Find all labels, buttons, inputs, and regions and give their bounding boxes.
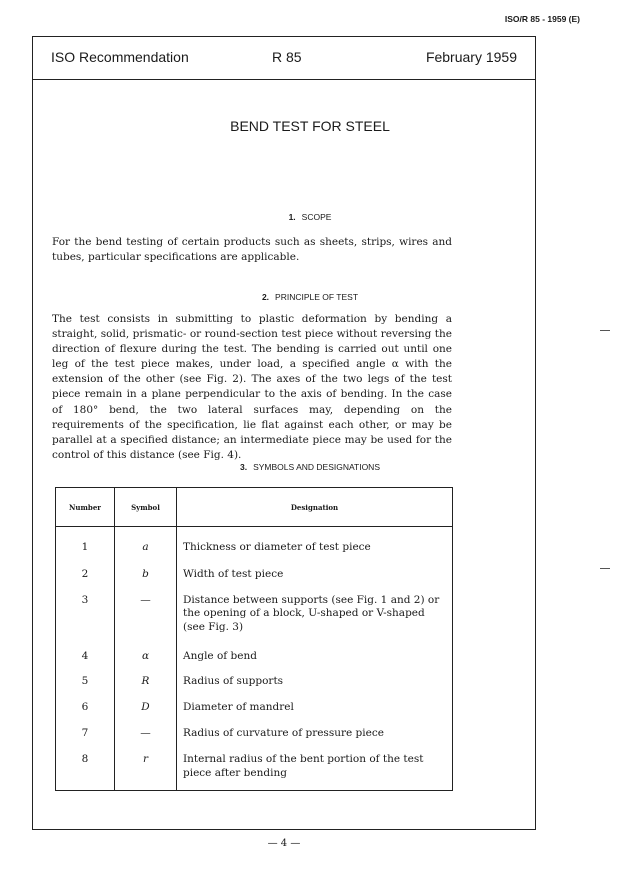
header-bar	[33, 37, 535, 80]
cell-symbol: —	[115, 590, 177, 646]
cell-number: 8	[56, 749, 115, 790]
cell-designation: Angle of bend	[177, 646, 453, 672]
paragraph: The test consists in submitting to plastic deformation by bending a straight, solid, prismatic- or round-section test piece without reversing the direction of flexure during the test. The bending is carried out until one leg of the test piece makes, under load, a specified angle α with the extension of the other (see Fig. 2). The axes of the two legs of the test piece remain in a plane perpendicular to the axis of bending. In the case of 180° bend, the two lateral surfaces may, depending on the requirements of the specification, lie flat against each other, or may be parallel at a specified distance; an intermediate piece may be used for the control of this distance (see Fig. 4).	[52, 313, 452, 461]
cell-number: 5	[56, 671, 115, 697]
cell-symbol: D	[115, 697, 177, 723]
cell-symbol: R	[115, 671, 177, 697]
table-row	[56, 590, 453, 646]
section-number: 1.	[288, 212, 296, 222]
cell-designation: Internal radius of the bent portion of the test piece after bending	[177, 749, 453, 790]
symbols-table	[55, 487, 453, 791]
cell-symbol: a	[115, 527, 177, 564]
cell-symbol: α	[115, 646, 177, 672]
document-title: BEND TEST FOR STEEL	[230, 118, 390, 134]
table-row	[56, 527, 453, 564]
table-row	[56, 564, 453, 590]
section-title: PRINCIPLE OF TEST	[275, 292, 359, 302]
principle-text	[52, 312, 452, 463]
paragraph: For the bend testing of certain products such as sheets, strips, wires and tubes, particular specifications are applicable.	[52, 236, 452, 264]
table-row	[56, 697, 453, 723]
cell-number: 3	[56, 590, 115, 646]
section-heading-scope	[0, 212, 620, 222]
table-header-row	[56, 488, 453, 527]
table-row	[56, 749, 453, 790]
table-row	[56, 723, 453, 749]
column-header-symbol: Symbol	[115, 488, 177, 527]
cell-designation: Width of test piece	[177, 564, 453, 590]
section-title: SYMBOLS AND DESIGNATIONS	[253, 462, 380, 472]
header-left: ISO Recommendation	[51, 49, 189, 65]
cell-designation: Radius of supports	[177, 671, 453, 697]
cell-number: 7	[56, 723, 115, 749]
scope-text	[52, 235, 452, 265]
table-row	[56, 671, 453, 697]
document-code: ISO/R 85 - 1959 (E)	[504, 14, 580, 24]
page-number: — 4 —	[267, 838, 301, 849]
cell-number: 6	[56, 697, 115, 723]
section-title: SCOPE	[301, 212, 332, 222]
section-number: 3.	[240, 462, 248, 472]
cell-designation: Distance between supports (see Fig. 1 and 2) or the opening of a block, U-shaped or V-shaped (see Fig. 3)	[177, 590, 453, 646]
cell-number: 1	[56, 527, 115, 564]
cell-symbol: b	[115, 564, 177, 590]
cell-number: 2	[56, 564, 115, 590]
margin-mark	[600, 330, 610, 331]
cell-symbol: r	[115, 749, 177, 790]
header-right: February 1959	[425, 49, 517, 65]
section-number: 2.	[261, 292, 270, 302]
margin-mark	[600, 568, 610, 569]
cell-designation: Diameter of mandrel	[177, 697, 453, 723]
section-heading-principle	[0, 292, 620, 302]
section-heading-symbols	[0, 462, 620, 472]
column-header-designation: Designation	[177, 488, 453, 527]
header-center: R 85	[272, 49, 302, 65]
cell-designation: Thickness or diameter of test piece	[177, 527, 453, 564]
column-header-number: Number	[56, 488, 115, 527]
table-row	[56, 646, 453, 672]
cell-designation: Radius of curvature of pressure piece	[177, 723, 453, 749]
cell-symbol: —	[115, 723, 177, 749]
cell-number: 4	[56, 646, 115, 672]
